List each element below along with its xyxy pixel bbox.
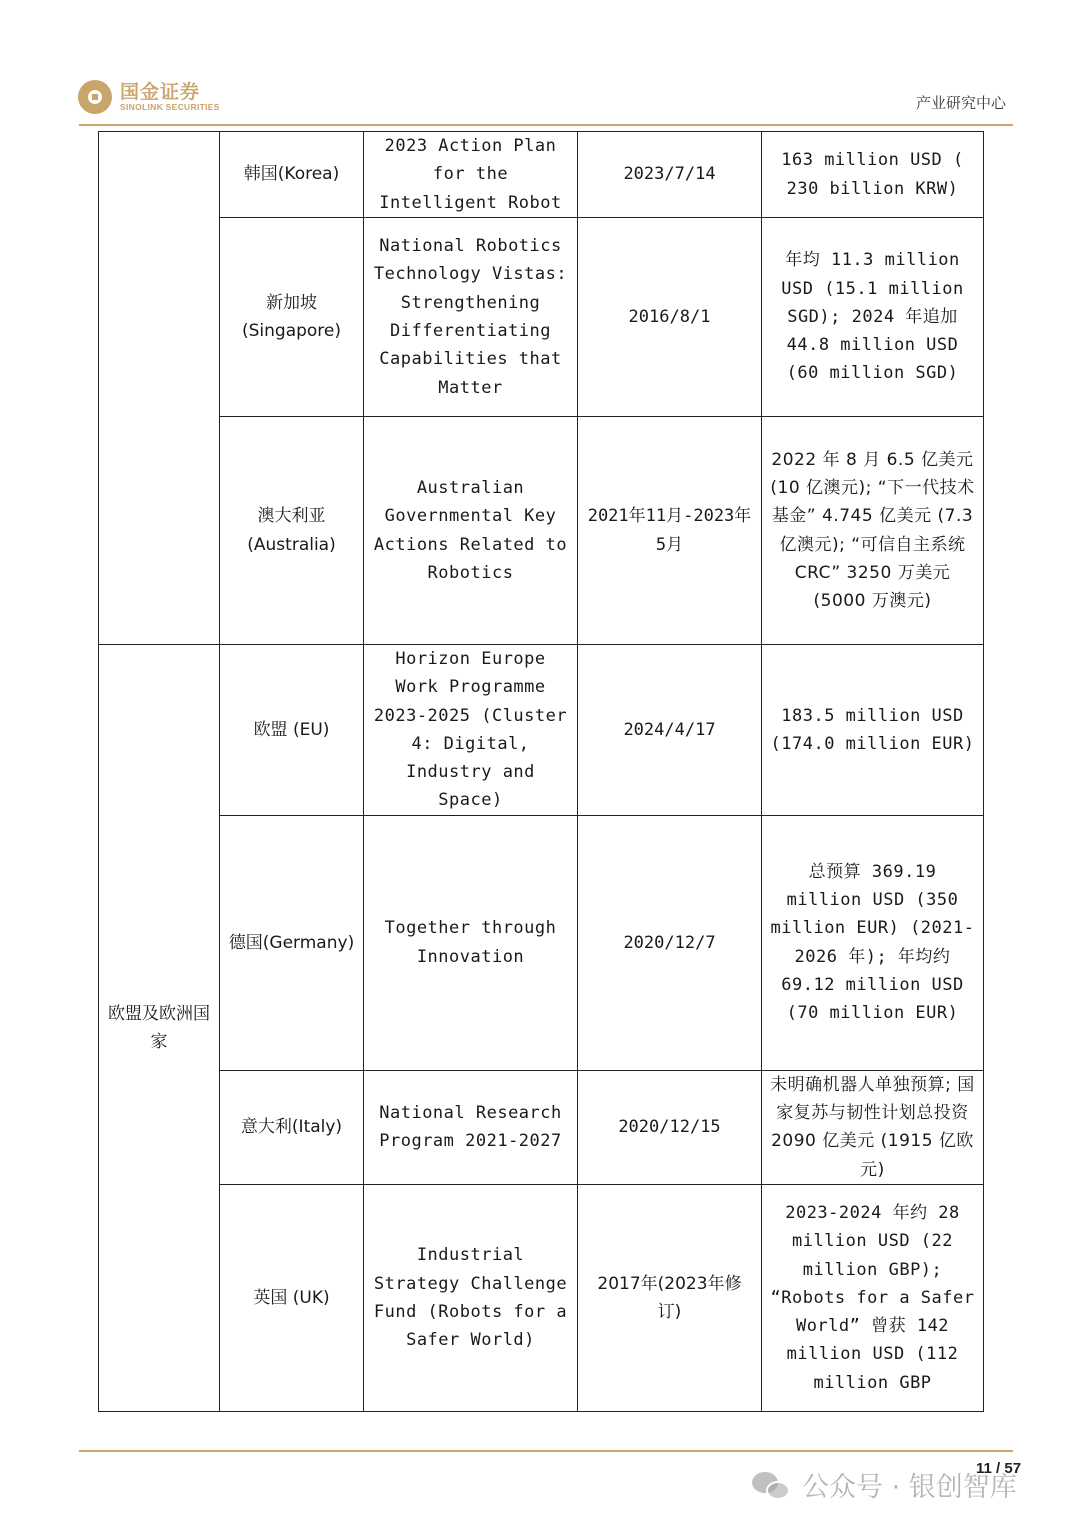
country-cell: 澳大利亚(Australia) [220,417,364,645]
date-cell: 2021年11月-2023年5月 [578,417,762,645]
date-cell: 2017年(2023年修订) [578,1184,762,1411]
date-cell: 2020/12/7 [578,815,762,1070]
region-cell-eu: 欧盟及欧洲国家 [99,645,220,1412]
brand-name-cn: 国金证券 [120,80,201,103]
date-cell: 2023/7/14 [578,132,762,218]
country-cell: 新加坡(Singapore) [220,218,364,417]
department-label: 产业研究中心 [915,94,1006,112]
program-cell: National Robotics Technology Vistas: Strengthening Differentiating Capabilities that Matter [364,218,578,417]
funding-cell: 2023-2024 年约 28 million USD (22 million GBP); “Robots for a Safer World” 曾获 142 million USD (112 million GBP [762,1184,984,1411]
program-cell: Horizon Europe Work Programme 2023-2025 (Cluster 4: Digital, Industry and Space) [364,645,578,816]
table-row [99,1184,984,1411]
funding-cell: 未明确机器人单独预算; 国家复苏与韧性计划总投资 2090 亿美元 (1915 亿欧元) [762,1070,984,1184]
wechat-icon [752,1470,792,1500]
footer-divider [79,1450,1013,1452]
program-cell: National Research Program 2021-2027 [364,1070,578,1184]
country-cell: 德国(Germany) [220,815,364,1070]
table-row [99,1070,984,1184]
program-cell: Australian Governmental Key Actions Related to Robotics [364,417,578,645]
date-cell: 2020/12/15 [578,1070,762,1184]
date-cell: 2024/4/17 [578,645,762,816]
program-cell: Together through Innovation [364,815,578,1070]
program-cell: Industrial Strategy Challenge Fund (Robots for a Safer World) [364,1184,578,1411]
funding-cell: 2022 年 8 月 6.5 亿美元 (10 亿澳元); “下一代技术基金” 4.745 亿美元 (7.3 亿澳元); “可信自主系统 CRC” 3250 万美元 (5000 万澳元) [762,417,984,645]
region-cell-apac [99,132,220,645]
country-cell: 英国 (UK) [220,1184,364,1411]
funding-cell: 总预算 369.19 million USD (350 million EUR) (2021-2026 年); 年均约 69.12 million USD (70 million EUR) [762,815,984,1070]
program-cell: 2023 Action Plan for the Intelligent Robot [364,132,578,218]
funding-cell: 163 million USD ( 230 billion KRW) [762,132,984,218]
table-row [99,645,984,816]
brand-name-en: SINOLINK SECURITIES [120,101,220,112]
sinolink-logo-icon [78,80,112,114]
table-row [99,815,984,1070]
funding-cell: 年均 11.3 million USD (15.1 million SGD); 2024 年追加 44.8 million USD (60 million SGD) [762,218,984,417]
watermark-text: 公众号 · 银创智库 [802,1472,1017,1503]
company-logo [78,80,220,114]
country-cell: 韩国(Korea) [220,132,364,218]
robotics-policy-table [98,131,984,1412]
date-cell: 2016/8/1 [578,218,762,417]
table-row [99,417,984,645]
page-number: 11 / 57 [976,1460,1022,1477]
country-cell: 意大利(Italy) [220,1070,364,1184]
country-cell: 欧盟 (EU) [220,645,364,816]
funding-cell: 183.5 million USD (174.0 million EUR) [762,645,984,816]
table-row [99,132,984,218]
table-row [99,218,984,417]
page-header [0,0,1080,130]
header-divider [79,124,1013,126]
